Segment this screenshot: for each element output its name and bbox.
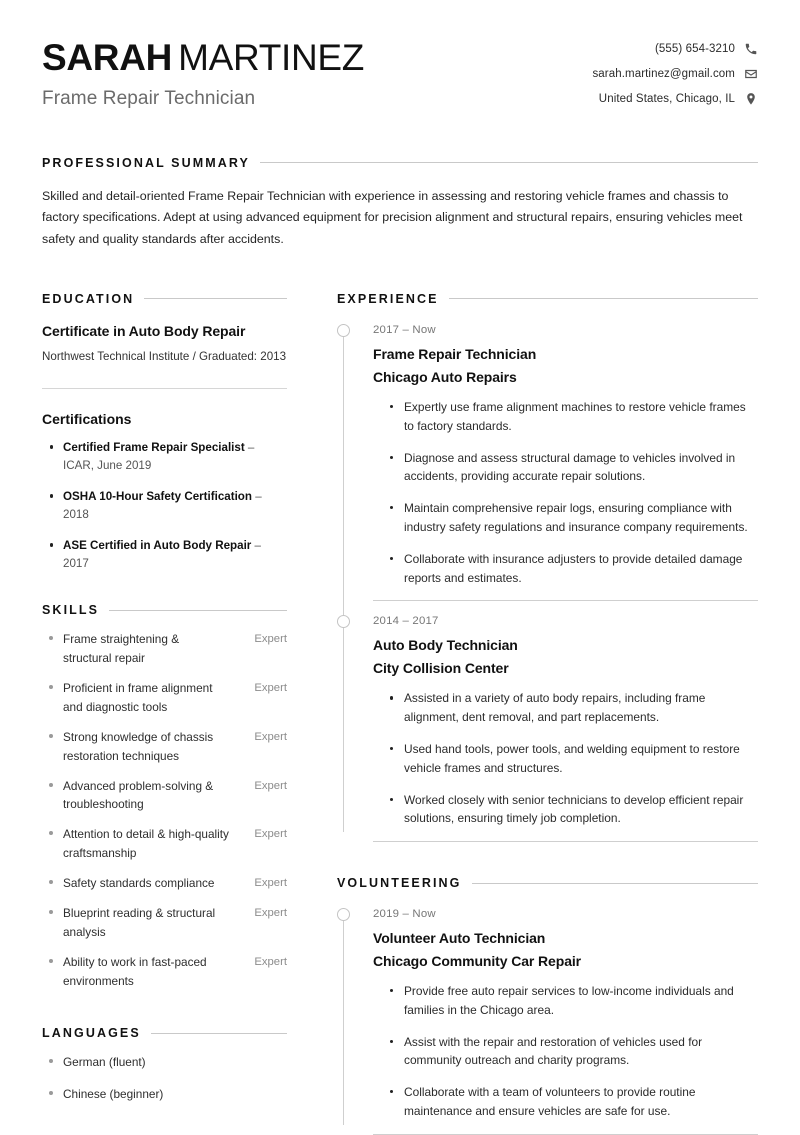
certification-name: ASE Certified in Auto Body Repair <box>63 539 252 553</box>
heading-rule <box>144 298 287 299</box>
skill-level: Expert <box>254 955 287 968</box>
entry-duties <box>373 982 758 1121</box>
summary-body: Skilled and detail-oriented Frame Repair Technician with experience in assessing and restoring vehicle frames and chassis to factory specifications. Adept at using advanced equipment for precision alignment and structural repairs, ensuring vehicles meet safety and quality standards after accidents. <box>42 188 743 246</box>
skill-level: Expert <box>254 682 287 695</box>
page-title <box>42 38 364 78</box>
skill-level: Expert <box>254 633 287 646</box>
skills-list <box>42 630 287 990</box>
list-item: Maintain comprehensive repair logs, ensuring compliance with industry safety regulations and insurance company requirements. <box>387 499 758 537</box>
list-item: Collaborate with insurance adjusters to provide detailed damage reports and estimates. <box>387 550 758 588</box>
experience-entry <box>337 310 758 587</box>
experience-timeline <box>337 310 758 842</box>
entry-date: 2017 – Now <box>373 323 436 336</box>
skill-label: Safety standards compliance <box>63 876 215 891</box>
section-professional-summary <box>42 156 758 250</box>
body-columns <box>42 292 758 1135</box>
entry-organization: City Collision Center <box>373 660 509 677</box>
education-heading: EDUCATION <box>42 291 135 306</box>
location-text: United States, Chicago, IL <box>598 93 735 105</box>
certifications-heading: Certifications <box>42 411 132 428</box>
entry-date: 2019 – Now <box>373 908 436 921</box>
list-item <box>42 728 287 766</box>
list-item <box>42 904 287 942</box>
phone-icon <box>744 42 758 56</box>
timeline-dot-icon <box>337 324 350 337</box>
skill-label: Advanced problem-solving & troubleshooting <box>63 778 214 812</box>
experience-entry <box>337 601 758 828</box>
entry-organization: Chicago Auto Repairs <box>373 368 517 385</box>
list-item: Assist with the repair and restoration of vehicles used for community outreach and charity programs. <box>387 1033 758 1071</box>
skill-label: Ability to work in fast-paced environments <box>63 954 207 988</box>
summary-heading: PROFESSIONAL SUMMARY <box>42 155 250 170</box>
list-item <box>42 874 287 893</box>
list-item <box>42 825 287 863</box>
last-name: MARTINEZ <box>178 37 365 78</box>
phone-text: (555) 654-3210 <box>654 43 735 55</box>
entry-duties <box>373 689 758 828</box>
experience-heading-row <box>337 292 758 306</box>
list-item: Diagnose and assess structural damage to vehicles involved in accidents, providing accurate repair solutions. <box>387 449 758 487</box>
timeline-dot-icon <box>337 908 350 921</box>
email-text: sarah.martinez@gmail.com <box>592 68 735 80</box>
list-item: Worked closely with senior technicians to develop efficient repair solutions, ensuring timely job completion. <box>387 791 758 829</box>
heading-rule <box>109 610 287 611</box>
skills-heading: SKILLS <box>42 603 100 618</box>
entry-organization: Chicago Community Car Repair <box>373 953 582 970</box>
list-item: Provide free auto repair services to low-income individuals and families in the Chicago area. <box>387 982 758 1020</box>
list-item <box>42 777 287 815</box>
section-education <box>42 292 287 390</box>
heading-rule <box>151 1033 287 1034</box>
list-item: Expertly use frame alignment machines to restore vehicle frames to factory standards. <box>387 398 758 436</box>
list-item <box>42 953 287 991</box>
skill-level: Expert <box>254 906 287 919</box>
section-certifications <box>42 411 287 573</box>
certification-name: Certified Frame Repair Specialist <box>63 441 245 455</box>
section-experience <box>337 292 758 842</box>
heading-rule <box>260 162 758 163</box>
entry-role: Volunteer Auto Technician <box>373 930 546 947</box>
contact-block <box>592 36 758 106</box>
list-item: Used hand tools, power tools, and welding equipment to restore vehicle frames and structures. <box>387 740 758 778</box>
entry-role: Auto Body Technician <box>373 637 518 654</box>
entry-duties <box>373 398 758 587</box>
first-name: SARAH <box>42 37 173 78</box>
languages-list <box>42 1053 287 1103</box>
volunteering-heading-row <box>337 876 758 890</box>
certification-detail: – 2018 <box>63 490 262 522</box>
right-column <box>337 292 758 1135</box>
left-column <box>42 292 287 1116</box>
list-item: Assisted in a variety of auto body repairs, including frame alignment, dent removal, and part replacements. <box>387 689 758 727</box>
contact-email[interactable] <box>592 67 758 81</box>
list-item <box>42 488 287 524</box>
name-block <box>42 36 364 110</box>
list-item: German (fluent) <box>42 1053 287 1071</box>
resume-header <box>42 36 758 110</box>
contact-phone[interactable] <box>655 42 758 56</box>
skill-label: Frame straightening & structural repair <box>63 632 180 666</box>
section-volunteering <box>337 876 758 1135</box>
volunteering-timeline <box>337 894 758 1135</box>
list-item: Collaborate with a team of volunteers to provide routine maintenance and ensure vehicles are safe for use. <box>387 1083 758 1121</box>
summary-heading-row <box>42 156 758 170</box>
skills-heading-row <box>42 603 287 617</box>
languages-heading: LANGUAGES <box>42 1026 141 1041</box>
skill-label: Proficient in frame alignment and diagnostic tools <box>63 681 213 714</box>
list-item <box>42 537 287 573</box>
education-heading-row <box>42 292 287 306</box>
certifications-list <box>42 439 287 573</box>
list-item <box>42 679 287 717</box>
skill-level: Expert <box>254 828 287 841</box>
divider <box>42 388 287 389</box>
timeline-dot-icon <box>337 615 350 628</box>
list-item <box>42 439 287 475</box>
list-item: Chinese (beginner) <box>42 1085 287 1103</box>
entry-date: 2014 – 2017 <box>373 615 439 628</box>
skill-label: Strong knowledge of chassis restoration techniques <box>63 729 214 763</box>
heading-rule <box>449 298 758 299</box>
skill-label: Attention to detail & high-quality craftsmanship <box>63 827 229 861</box>
section-skills <box>42 603 287 990</box>
section-languages <box>42 1026 287 1103</box>
certification-name: OSHA 10-Hour Safety Certification <box>63 490 252 504</box>
education-meta: Northwest Technical Institute / Graduated: 2013 <box>42 349 287 363</box>
education-degree: Certificate in Auto Body Repair <box>42 322 246 339</box>
heading-rule <box>472 883 758 884</box>
skill-level: Expert <box>254 877 287 890</box>
divider <box>373 841 758 842</box>
contact-location[interactable] <box>599 92 758 106</box>
skill-level: Expert <box>254 779 287 792</box>
certification-detail: – ICAR, June 2019 <box>63 441 255 473</box>
envelope-icon <box>744 67 758 81</box>
skill-label: Blueprint reading & structural analysis <box>63 905 216 939</box>
languages-heading-row <box>42 1026 287 1040</box>
list-item <box>42 630 287 668</box>
volunteering-entry <box>337 894 758 1121</box>
entry-role: Frame Repair Technician <box>373 345 537 362</box>
certification-detail: – 2017 <box>63 539 261 571</box>
map-pin-icon <box>744 92 758 106</box>
experience-heading: EXPERIENCE <box>337 291 439 306</box>
volunteering-heading: VOLUNTEERING <box>337 876 462 891</box>
skill-level: Expert <box>254 730 287 743</box>
job-title: Frame Repair Technician <box>42 87 256 109</box>
